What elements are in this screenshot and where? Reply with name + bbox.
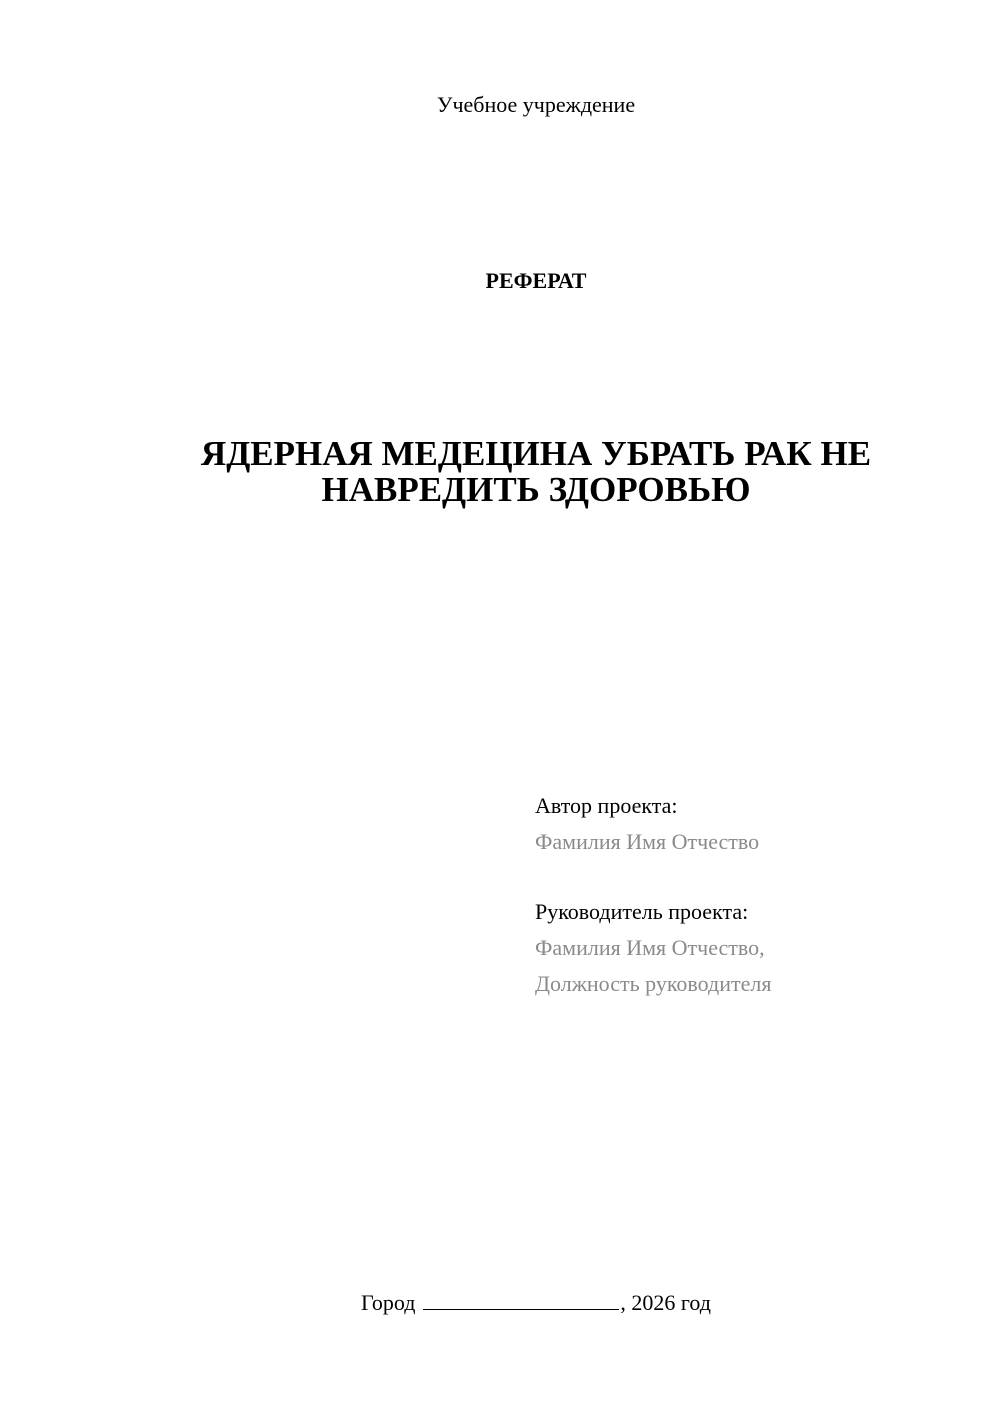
supervisor-label: Руководитель проекта: <box>535 899 749 924</box>
info-spacer <box>535 860 965 894</box>
document-title <box>150 436 922 508</box>
year-text: , 2026 год <box>620 1290 711 1315</box>
supervisor-name-placeholder: Фамилия Имя Отчество, <box>535 935 765 960</box>
title-line-1: ЯДЕРНАЯ МЕДЕЦИНА УБРАТЬ РАК НЕ <box>200 434 872 473</box>
footer-city-year <box>0 1290 1000 1316</box>
institution-name: Учебное учреждение <box>436 92 636 117</box>
city-label: Город <box>361 1290 416 1315</box>
project-info-block <box>535 788 965 1002</box>
document-type: РЕФЕРАТ <box>485 268 587 293</box>
city-blank-line <box>423 1291 619 1310</box>
title-line-2: НАВРЕДИТЬ ЗДОРОВЬЮ <box>321 470 751 509</box>
supervisor-position-placeholder: Должность руководителя <box>535 971 772 996</box>
author-label: Автор проекта: <box>535 793 678 818</box>
author-name-placeholder: Фамилия Имя Отчество <box>535 829 760 854</box>
